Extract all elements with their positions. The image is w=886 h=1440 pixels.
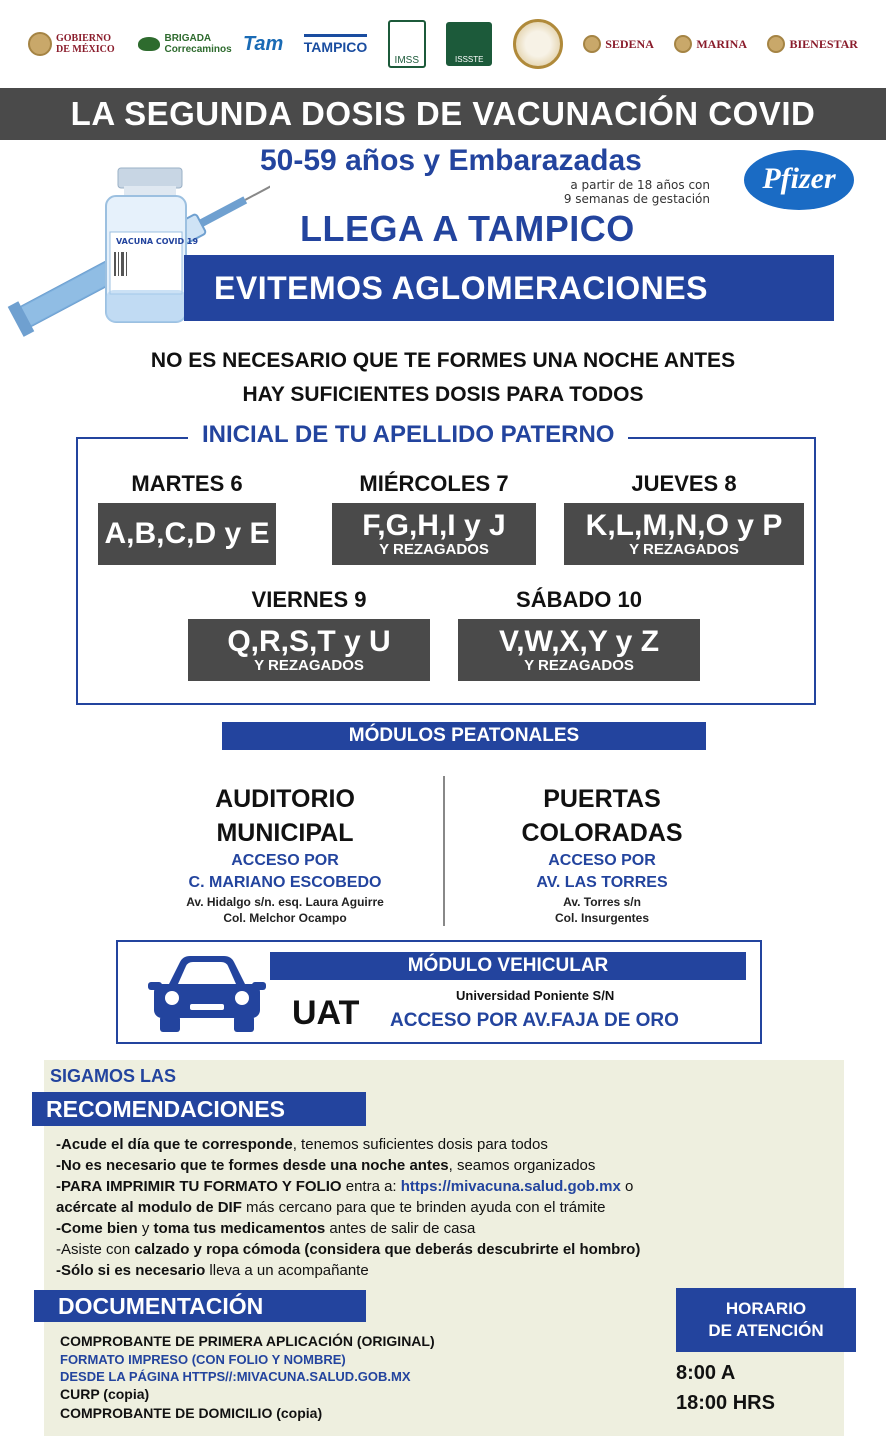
rec-bold: -Acude el día que te corresponde [56,1136,293,1153]
pregnancy-note-line: a partir de 18 años con [570,178,710,192]
hours-from: 8:00 A [676,1362,736,1384]
site-auditorio [135,782,435,926]
notice [0,344,886,412]
day-label: SÁBADO 10 [516,587,642,612]
rec-text: , seamos organizados [448,1157,596,1174]
rec-bold: calzado y ropa cómoda (considera que deberás descubrirte el hombro) [134,1241,641,1258]
logo-text: Tam [242,32,284,55]
rec-bold: toma tus medicamentos [153,1220,326,1237]
letters-box [98,503,276,565]
list-item [56,1134,842,1155]
vehicular-access: ACCESO POR AV.FAJA DE ORO [390,1010,679,1031]
gobierno-mexico-logo [28,32,118,56]
site-access: ACCESO POR [548,852,656,869]
rezagados-label: Y REZAGADOS [254,657,364,674]
marina-logo [674,35,747,53]
recommendations-list [56,1134,842,1281]
recommendations-kicker: SIGAMOS LAS [50,1066,177,1086]
logo-text: MARINA [696,36,748,51]
documentation-list [60,1332,435,1423]
rec-bold: -Sólo si es necesario [56,1262,206,1279]
rec-text: antes de salir de casa [325,1220,476,1237]
notice-line: NO ES NECESARIO QUE TE FORMES UNA NOCHE ANTES [150,349,736,372]
imss-logo [388,20,426,68]
hours-label: HORARIO [725,1299,807,1318]
uat-label: UAT [292,994,360,1032]
site-address: Col. Insurgentes [554,911,649,925]
brigada-correcaminos-logo [138,33,232,55]
partner-logos [0,0,886,88]
divider [443,776,445,926]
day-saturday [458,587,700,681]
day-label: JUEVES 8 [631,471,737,496]
national-seal-icon [513,19,563,69]
letters-box [564,503,804,565]
day-thursday [564,471,804,565]
vial-label: VACUNA COVID 19 [116,237,199,246]
eagle-seal-icon [674,35,692,53]
bird-icon [138,37,160,51]
documentation-title: DOCUMENTACIÓN [34,1290,366,1322]
rec-bold: -Come bien [56,1220,138,1237]
list-item [56,1155,842,1176]
rec-bold: -No es necesario que te formes desde una noche antes [56,1157,449,1174]
eagle-seal-icon [767,35,785,53]
list-item [56,1260,842,1281]
recommendations-title: RECOMENDACIONES [32,1092,366,1126]
letters-range: A,B,C,D y E [104,517,270,550]
site-name: MUNICIPAL [216,819,354,847]
rezagados-label: Y REZAGADOS [629,541,739,558]
car-icon [148,952,266,1036]
list-item [56,1218,842,1239]
rec-text: más cercano para que te brinden ayuda con el trámite [241,1199,606,1216]
day-label: MARTES 6 [131,471,243,496]
letters-range: Q,R,S,T y U [227,625,391,658]
pregnancy-note [500,178,710,206]
logo-text: BRIGADA Correcaminos [164,33,232,55]
tampico-logo [304,34,368,55]
tam-logo [243,33,283,56]
rec-bold: acércate al modulo de DIF [56,1199,242,1216]
list-item [56,1197,842,1218]
logo-text: BIENESTAR [789,36,858,51]
hours-to: 18:00 HRS [676,1392,775,1414]
rec-text: -Asiste con [56,1241,135,1258]
age-group-title: 50-59 años y Embarazadas [260,144,642,177]
site-name: PUERTAS [543,785,661,813]
letters-range: K,L,M,N,O y P [585,509,783,542]
site-puertas-coloradas [452,782,752,926]
pfizer-logo: Pfizer [744,150,854,210]
logo-text: ISSSTE [455,55,484,64]
opening-hours-badge [676,1288,856,1352]
issste-logo [446,22,492,66]
bienestar-logo [767,35,857,53]
day-wednesday [332,471,536,565]
site-access: ACCESO POR [231,852,339,869]
letters-box [188,619,430,681]
university-address: Universidad Poniente S/N [456,988,615,1003]
notice-line: HAY SUFICIENTES DOSIS PARA TODOS [242,383,644,406]
rec-bold: -PARA IMPRIMIR TU FORMATO Y FOLIO [56,1178,342,1195]
schedule-title: INICIAL DE TU APELLIDO PATERNO [188,421,628,449]
site-access: C. MARIANO ESCOBEDO [188,874,382,891]
logo-text: GOBIERNO DE MÉXICO [56,33,115,55]
list-item [56,1239,842,1260]
letters-range: F,G,H,I y J [362,509,506,542]
avoid-crowds-banner: EVITEMOS AGLOMERACIONES [184,255,834,321]
arrival-heading: LLEGA A TAMPICO [300,208,635,249]
rezagados-label: Y REZAGADOS [524,657,634,674]
logo-text: SEDENA [605,36,654,51]
list-item: FORMATO IMPRESO (CON FOLIO Y NOMBRE) [60,1352,346,1367]
vaccine-site-link[interactable]: https://mivacuna.salud.gob.mx [400,1178,621,1195]
eagle-seal-icon [583,35,601,53]
schedule-box [76,421,816,705]
pedestrian-modules-heading: MÓDULOS PEATONALES [222,722,706,750]
list-item: DESDE LA PÁGINA HTTPS//:MIVACUNA.SALUD.GOB.MX [60,1369,411,1384]
rec-text: entra a: [341,1178,401,1195]
letters-box [458,619,700,681]
vehicular-module-heading: MÓDULO VEHICULAR [270,952,746,980]
list-item: COMPROBANTE DE PRIMERA APLICACIÓN (ORIGINAL) [60,1333,435,1349]
rec-text: , tenemos suficientes dosis para todos [292,1136,548,1153]
hours-label: DE ATENCIÓN [708,1321,824,1340]
vehicular-module-box [116,940,762,1044]
rec-text: lleva a un acompañante [205,1262,369,1279]
site-name: AUDITORIO [215,785,355,813]
logo-text: IMSS [394,55,419,66]
site-access: AV. LAS TORRES [536,874,668,891]
rezagados-label: Y REZAGADOS [379,541,489,558]
site-address: Av. Torres s/n [563,895,641,909]
day-label: MIÉRCOLES 7 [359,471,509,496]
day-tuesday [98,471,276,565]
site-name: COLORADAS [521,819,683,847]
day-label: VIERNES 9 [251,587,367,612]
pregnancy-note-line: 9 semanas de gestación [563,192,710,206]
opening-hours [676,1358,775,1418]
rec-text: y [137,1220,154,1237]
logo-text: TAMPICO [303,38,368,55]
eagle-seal-icon [28,32,52,56]
site-address: Col. Melchor Ocampo [223,911,347,925]
list-item: COMPROBANTE DE DOMICILIO (copia) [60,1405,323,1421]
letters-range: V,W,X,Y y Z [498,625,660,658]
list-item [56,1176,842,1197]
site-address: Av. Hidalgo s/n. esq. Laura Aguirre [186,895,384,909]
page-title: LA SEGUNDA DOSIS DE VACUNACIÓN COVID [0,88,886,140]
rec-text: o [620,1178,634,1195]
day-friday [188,587,430,681]
letters-box [332,503,536,565]
sedena-logo [583,35,654,53]
list-item: CURP (copia) [60,1386,150,1402]
